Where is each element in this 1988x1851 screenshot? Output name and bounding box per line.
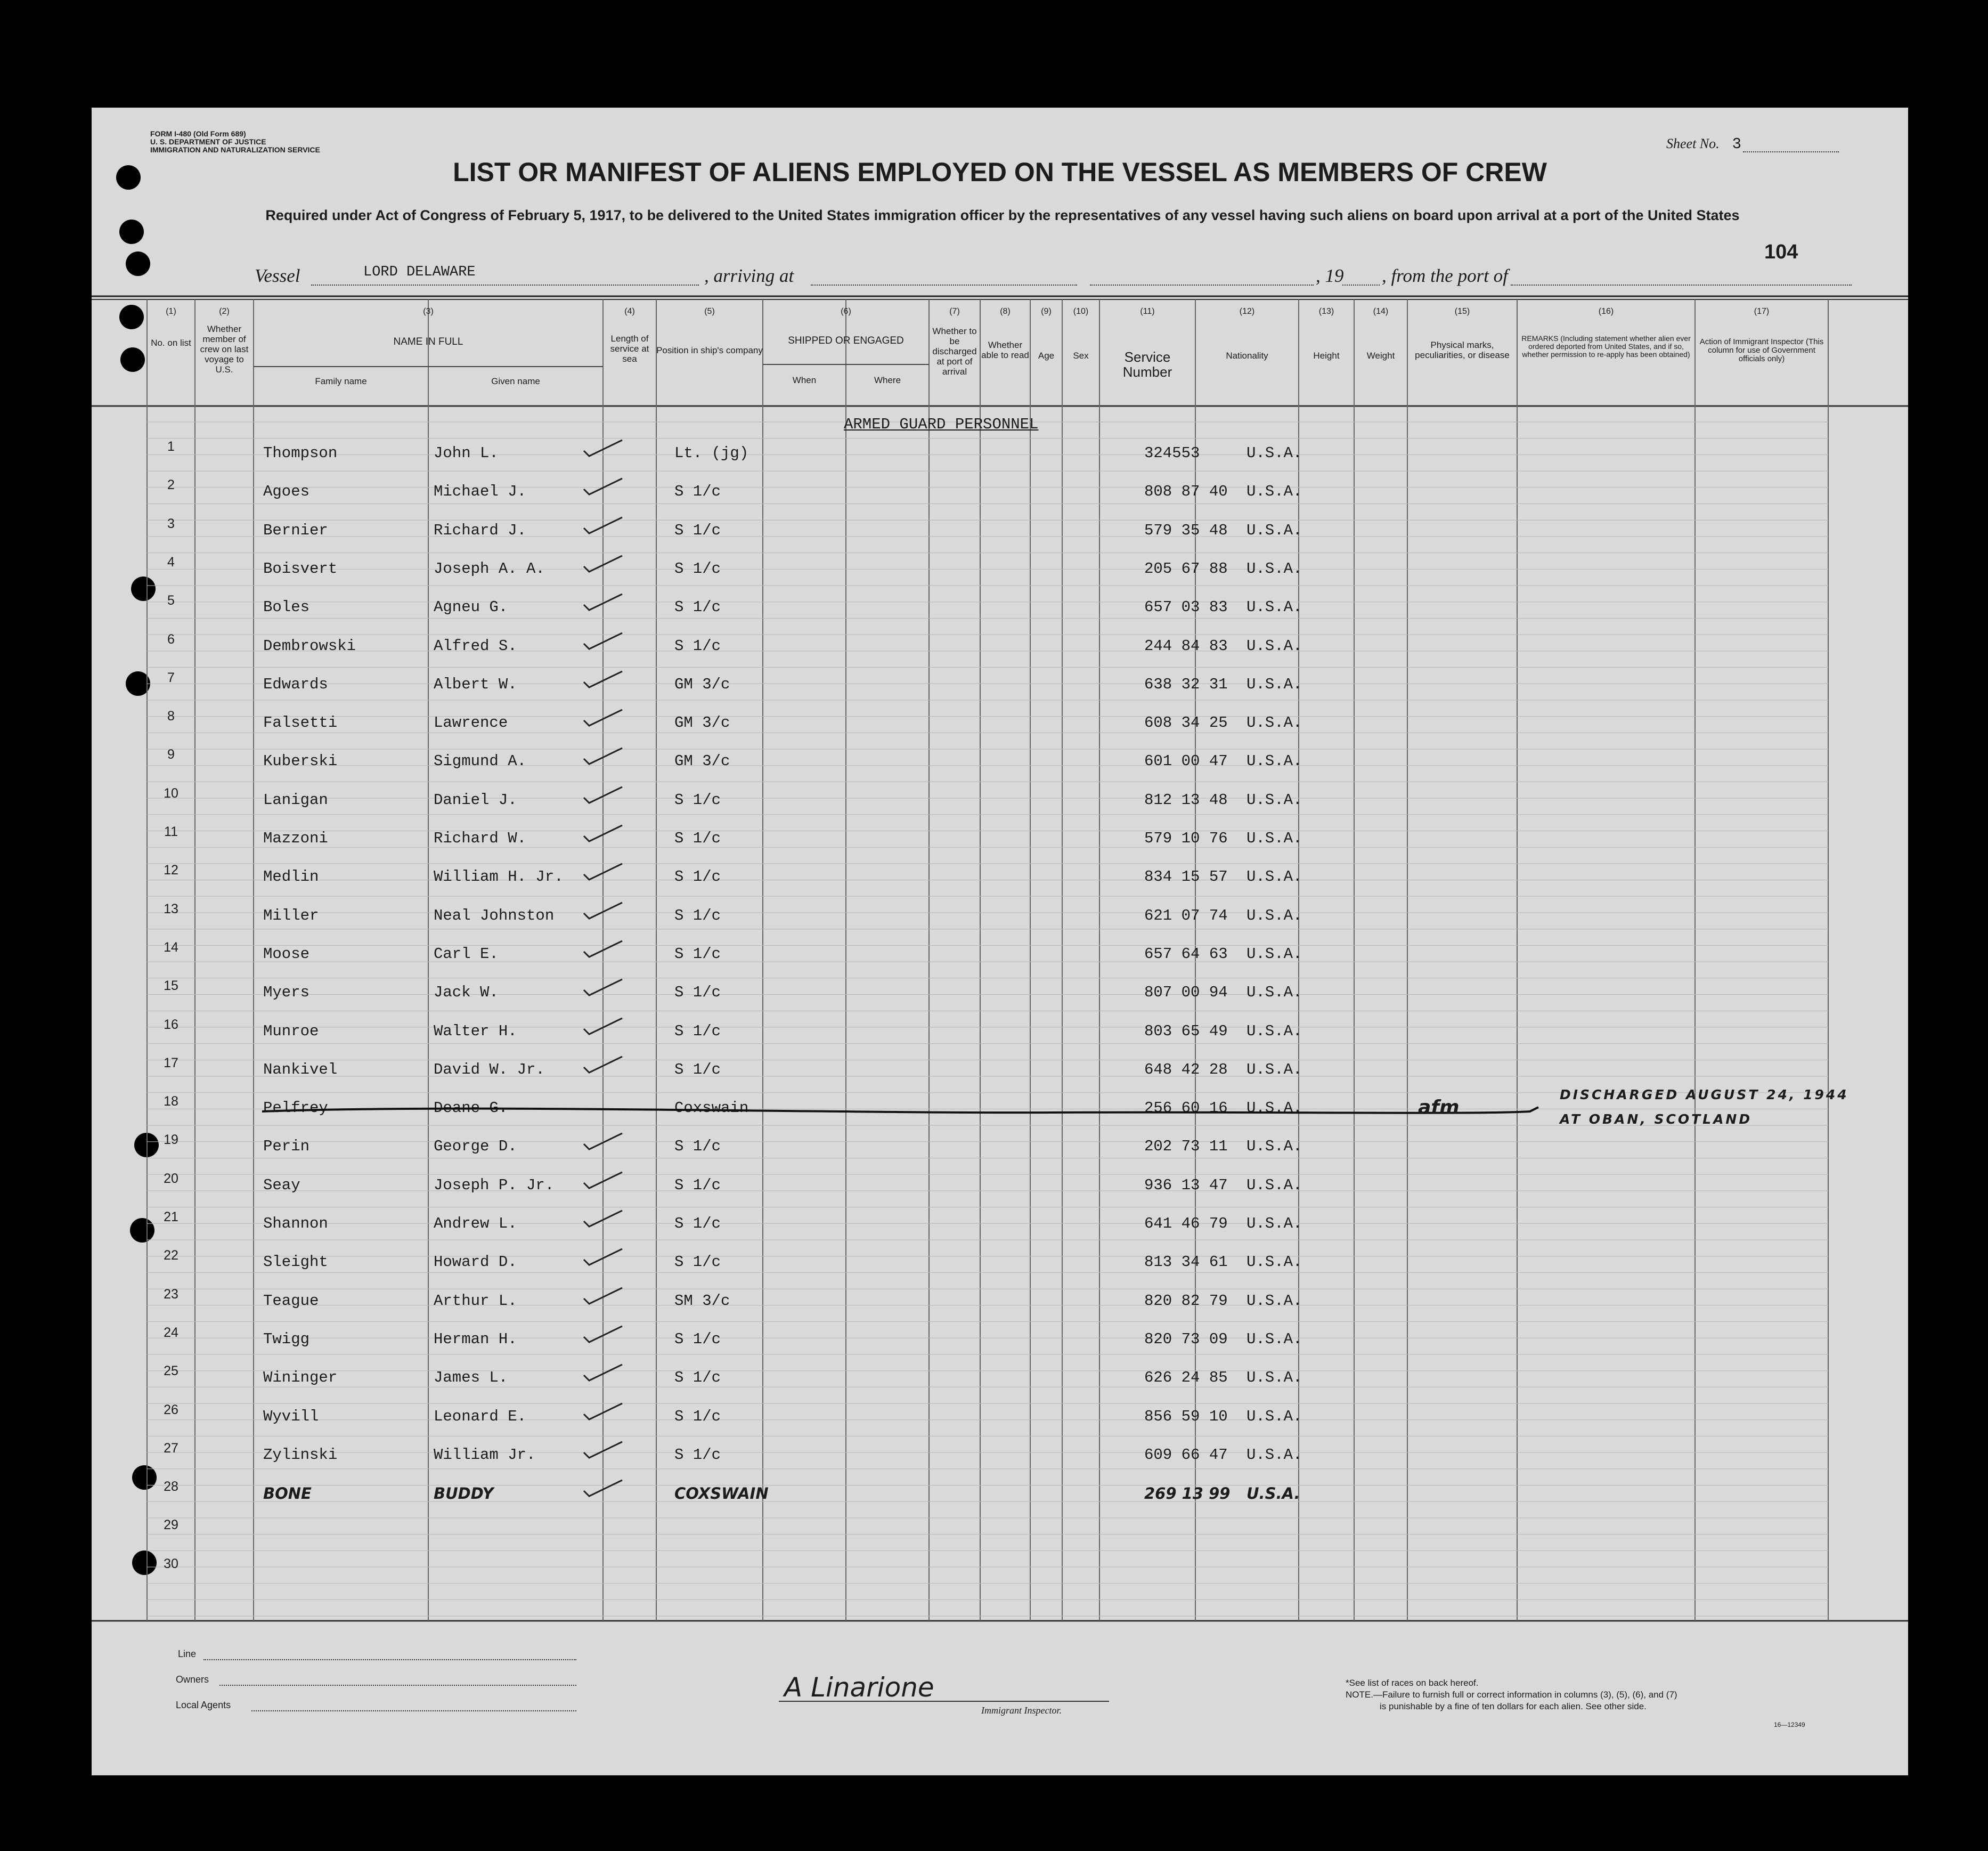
year-label: , 19 bbox=[1316, 265, 1344, 286]
position: GM 3/c bbox=[674, 675, 730, 693]
column-number: (3) bbox=[423, 307, 434, 316]
family-name: Boisvert bbox=[263, 559, 338, 578]
column-header: Position in ship's company bbox=[656, 345, 763, 355]
service-number: 820 82 79 bbox=[1144, 1292, 1228, 1310]
column-number: (5) bbox=[704, 307, 715, 316]
row-number: 12 bbox=[164, 863, 178, 878]
given-name: Howard D. bbox=[434, 1253, 517, 1271]
family-name: Wininger bbox=[263, 1369, 338, 1387]
vessel-name: LORD DELAWARE bbox=[363, 264, 476, 280]
given-name: Joseph A. A. bbox=[434, 559, 545, 578]
position: Lt. (jg) bbox=[674, 444, 749, 462]
family-name: Shannon bbox=[263, 1215, 328, 1232]
service-number: 657 03 83 bbox=[1144, 598, 1228, 616]
service-number: 202 73 11 bbox=[1144, 1138, 1228, 1156]
row-number: 18 bbox=[164, 1094, 178, 1109]
nationality: U.S.A. bbox=[1246, 1138, 1302, 1156]
row-number: 25 bbox=[164, 1363, 178, 1379]
given-name: BUDDY bbox=[434, 1484, 494, 1503]
nationality: U.S.A. bbox=[1246, 559, 1302, 578]
position: GM 3/c bbox=[674, 714, 730, 732]
column-number: (9) bbox=[1041, 307, 1052, 316]
family-name: Dembrowski bbox=[263, 637, 356, 655]
nationality: U.S.A. bbox=[1246, 1407, 1302, 1425]
column-number: (8) bbox=[1000, 307, 1011, 316]
line-label: Line bbox=[178, 1649, 197, 1659]
nationality: U.S.A. bbox=[1246, 1060, 1302, 1078]
position: Coxswain bbox=[674, 1099, 749, 1117]
nationality: U.S.A. bbox=[1246, 1176, 1302, 1194]
position: S 1/c bbox=[674, 868, 721, 886]
service-number: 608 34 25 bbox=[1144, 714, 1228, 732]
given-name: John L. bbox=[434, 444, 499, 462]
row-number: 3 bbox=[167, 516, 175, 531]
column-header: Action of Immigrant Inspector (This column for use of Government officials only) bbox=[1699, 337, 1824, 363]
nationality: U.S.A. bbox=[1246, 830, 1302, 847]
family-name: Wyvill bbox=[263, 1407, 319, 1425]
position: S 1/c bbox=[674, 1330, 721, 1348]
family-name: Twigg bbox=[263, 1330, 310, 1348]
position: S 1/c bbox=[674, 1369, 721, 1387]
column-subheader: Where bbox=[874, 375, 901, 385]
service-number: 813 34 61 bbox=[1144, 1253, 1228, 1271]
manifest-sheet bbox=[92, 108, 1908, 1775]
given-name: Neal Johnston bbox=[434, 906, 555, 924]
nationality: U.S.A. bbox=[1246, 1215, 1302, 1232]
family-name: Nankivel bbox=[263, 1060, 338, 1078]
service-number: 621 07 74 bbox=[1144, 906, 1228, 924]
position: S 1/c bbox=[674, 483, 721, 501]
position: COXSWAIN bbox=[674, 1484, 769, 1503]
service-number: 807 00 94 bbox=[1144, 984, 1228, 1002]
column-number: (4) bbox=[624, 307, 635, 316]
print-code: 16—12349 bbox=[1774, 1721, 1805, 1728]
position: S 1/c bbox=[674, 559, 721, 578]
row-number: 15 bbox=[164, 978, 178, 994]
owners-label: Owners bbox=[176, 1674, 209, 1685]
service-number: 609 66 47 bbox=[1144, 1446, 1228, 1464]
position: GM 3/c bbox=[674, 752, 730, 770]
column-header: Height bbox=[1313, 351, 1340, 361]
nationality: U.S.A. bbox=[1246, 1022, 1302, 1040]
nationality: U.S.A. bbox=[1246, 1099, 1302, 1117]
nationality: U.S.A. bbox=[1246, 868, 1302, 886]
nationality: U.S.A. bbox=[1246, 1369, 1302, 1387]
row-number: 27 bbox=[164, 1440, 178, 1456]
position: S 1/c bbox=[674, 906, 721, 924]
column-number: (12) bbox=[1239, 307, 1255, 316]
page-stamp-number: 104 bbox=[1764, 241, 1798, 263]
page-subtitle: Required under Act of Congress of February 5, 1917, to be delivered to the United States immigration officer by the representatives of any vessel having such aliens on board upon arrival at a port of the United States bbox=[265, 207, 1740, 223]
sheet-number: Sheet No. 3 bbox=[1666, 135, 1742, 153]
nationality: U.S.A. bbox=[1246, 444, 1302, 462]
column-header: Nationality bbox=[1226, 351, 1268, 361]
row-number: 7 bbox=[167, 670, 175, 685]
service-number: 244 84 83 bbox=[1144, 637, 1228, 655]
given-name: Jack W. bbox=[434, 984, 499, 1002]
position: S 1/c bbox=[674, 1253, 721, 1271]
row-number: 28 bbox=[164, 1479, 178, 1495]
row-number: 1 bbox=[167, 439, 175, 454]
given-name: Agneu G. bbox=[434, 598, 508, 616]
service-number: 834 15 57 bbox=[1144, 868, 1228, 886]
section-heading: ARMED GUARD PERSONNEL bbox=[844, 416, 1039, 433]
column-subheader: Given name bbox=[491, 376, 540, 386]
column-header: Whether able to read bbox=[981, 340, 1029, 360]
family-name: Lanigan bbox=[263, 791, 328, 809]
column-header: Physical marks, peculiarities, or disease bbox=[1415, 340, 1510, 360]
service-number: 803 65 49 bbox=[1144, 1022, 1228, 1040]
given-name: Joseph P. Jr. bbox=[434, 1176, 555, 1194]
nationality: U.S.A. bbox=[1246, 1330, 1302, 1348]
column-header: Sex bbox=[1073, 351, 1089, 361]
row-number: 11 bbox=[164, 824, 178, 839]
given-name: James L. bbox=[434, 1369, 508, 1387]
row-number: 2 bbox=[167, 477, 175, 493]
row-number: 26 bbox=[164, 1402, 178, 1417]
row-number: 9 bbox=[167, 747, 175, 762]
column-number: (13) bbox=[1318, 307, 1334, 316]
column-header: Service Number bbox=[1122, 349, 1172, 380]
position: S 1/c bbox=[674, 637, 721, 655]
nationality: U.S.A. bbox=[1246, 483, 1302, 501]
nationality: U.S.A. bbox=[1246, 714, 1302, 732]
service-number: 638 32 31 bbox=[1144, 675, 1228, 693]
family-name: Zylinski bbox=[263, 1446, 338, 1464]
service-number: 256 60 16 bbox=[1144, 1099, 1228, 1117]
family-name: BONE bbox=[263, 1484, 312, 1503]
family-name: Seay bbox=[263, 1176, 300, 1194]
family-name: Falsetti bbox=[263, 714, 338, 732]
inspector-initials: afm bbox=[1418, 1097, 1460, 1118]
nationality: U.S.A. bbox=[1246, 1292, 1302, 1310]
column-header: SHIPPED OR ENGAGED bbox=[788, 335, 904, 346]
column-header: REMARKS (Including statement whether alien ever ordered deported from United States, and if so, whether permission to re-apply has been obtained) bbox=[1521, 334, 1691, 359]
local-agents-label: Local Agents bbox=[176, 1700, 231, 1710]
family-name: Pelfrey bbox=[263, 1099, 328, 1117]
service-number: 648 42 28 bbox=[1144, 1060, 1228, 1078]
nationality: U.S.A. bbox=[1246, 1253, 1302, 1271]
given-name: William H. Jr. bbox=[434, 868, 564, 886]
family-name: Moose bbox=[263, 945, 310, 963]
family-name: Agoes bbox=[263, 483, 310, 501]
vessel-label: Vessel bbox=[255, 265, 300, 286]
nationality: U.S.A. bbox=[1246, 1484, 1300, 1503]
family-name: Perin bbox=[263, 1138, 310, 1156]
column-header: Age bbox=[1038, 351, 1055, 361]
column-number: (7) bbox=[949, 307, 960, 316]
row-number: 21 bbox=[164, 1209, 178, 1224]
row-number: 4 bbox=[167, 554, 175, 570]
service-number: 820 73 09 bbox=[1144, 1330, 1228, 1348]
given-name: Carl E. bbox=[434, 945, 499, 963]
nationality: U.S.A. bbox=[1246, 675, 1302, 693]
family-name: Munroe bbox=[263, 1022, 319, 1040]
row-number: 14 bbox=[164, 939, 178, 955]
family-name: Teague bbox=[263, 1292, 319, 1310]
given-name: David W. Jr. bbox=[434, 1060, 545, 1078]
family-name: Medlin bbox=[263, 868, 319, 886]
column-header: No. on list bbox=[151, 338, 191, 348]
given-name: George D. bbox=[434, 1138, 517, 1156]
given-name: Sigmund A. bbox=[434, 752, 527, 770]
family-name: Sleight bbox=[263, 1253, 328, 1271]
inspector-label: Immigrant Inspector. bbox=[981, 1705, 1062, 1716]
given-name: Daniel J. bbox=[434, 791, 517, 809]
service-number: 269 13 99 bbox=[1144, 1484, 1231, 1503]
family-name: Kuberski bbox=[263, 752, 338, 770]
service-number: 579 10 76 bbox=[1144, 830, 1228, 847]
row-number: 24 bbox=[164, 1325, 178, 1340]
position: S 1/c bbox=[674, 1022, 721, 1040]
service-number: 205 67 88 bbox=[1144, 559, 1228, 578]
service-number: 324553 bbox=[1144, 444, 1200, 462]
nationality: U.S.A. bbox=[1246, 984, 1302, 1002]
family-name: Miller bbox=[263, 906, 319, 924]
given-name: Michael J. bbox=[434, 483, 527, 501]
row-number: 20 bbox=[164, 1171, 178, 1186]
row-number: 17 bbox=[164, 1055, 178, 1070]
column-number: (6) bbox=[841, 307, 851, 316]
service-number: 856 59 10 bbox=[1144, 1407, 1228, 1425]
arriving-label: , arriving at bbox=[704, 265, 794, 286]
column-header: Whether to be discharged at port of arrival bbox=[932, 326, 977, 377]
discharge-remark: DISCHARGED AUGUST 24, 1944 AT OBAN, SCOTLAND bbox=[1560, 1087, 1849, 1127]
nationality: U.S.A. bbox=[1246, 1446, 1302, 1464]
position: S 1/c bbox=[674, 598, 721, 616]
page-title: LIST OR MANIFEST OF ALIENS EMPLOYED ON THE VESSEL AS MEMBERS OF CREW bbox=[453, 157, 1547, 187]
column-header: NAME IN FULL bbox=[393, 336, 463, 347]
family-name: Boles bbox=[263, 598, 310, 616]
family-name: Mazzoni bbox=[263, 830, 328, 847]
service-number: 808 87 40 bbox=[1144, 483, 1228, 501]
position: S 1/c bbox=[674, 1215, 721, 1232]
service-number: 812 13 48 bbox=[1144, 791, 1228, 809]
row-number: 22 bbox=[164, 1248, 178, 1263]
column-number: (1) bbox=[166, 307, 176, 316]
column-header: Length of service at sea bbox=[610, 334, 649, 364]
column-header: Weight bbox=[1366, 351, 1395, 361]
position: SM 3/c bbox=[674, 1292, 730, 1310]
position: S 1/c bbox=[674, 1138, 721, 1156]
position: S 1/c bbox=[674, 1176, 721, 1194]
given-name: Richard J. bbox=[434, 521, 527, 539]
column-number: (11) bbox=[1140, 307, 1155, 316]
row-number: 29 bbox=[164, 1517, 178, 1533]
nationality: U.S.A. bbox=[1246, 945, 1302, 963]
given-name: Alfred S. bbox=[434, 637, 517, 655]
row-number: 30 bbox=[164, 1556, 178, 1571]
column-number: (15) bbox=[1454, 307, 1470, 316]
service-number: 641 46 79 bbox=[1144, 1215, 1228, 1232]
position: S 1/c bbox=[674, 945, 721, 963]
column-subheader: Family name bbox=[315, 376, 367, 386]
family-name: Thompson bbox=[263, 444, 338, 462]
row-number: 6 bbox=[167, 631, 175, 647]
given-name: Albert W. bbox=[434, 675, 517, 693]
from-port-label: , from the port of bbox=[1382, 265, 1508, 286]
nationality: U.S.A. bbox=[1246, 906, 1302, 924]
column-number: (2) bbox=[219, 307, 230, 316]
position: S 1/c bbox=[674, 984, 721, 1002]
given-name: William Jr. bbox=[434, 1446, 536, 1464]
family-name: Myers bbox=[263, 984, 310, 1002]
row-number: 10 bbox=[164, 785, 178, 801]
family-name: Edwards bbox=[263, 675, 328, 693]
given-name: Leonard E. bbox=[434, 1407, 527, 1425]
service-number: 579 35 48 bbox=[1144, 521, 1228, 539]
nationality: U.S.A. bbox=[1246, 521, 1302, 539]
nationality: U.S.A. bbox=[1246, 791, 1302, 809]
column-subheader: When bbox=[792, 375, 817, 385]
given-name: Herman H. bbox=[434, 1330, 517, 1348]
service-number: 657 64 63 bbox=[1144, 945, 1228, 963]
position: S 1/c bbox=[674, 791, 721, 809]
row-number: 8 bbox=[167, 709, 175, 724]
given-name: Deane G. bbox=[434, 1099, 508, 1117]
row-number: 5 bbox=[167, 593, 175, 608]
column-number: (10) bbox=[1073, 307, 1089, 316]
given-name: Walter H. bbox=[434, 1022, 517, 1040]
position: S 1/c bbox=[674, 1446, 721, 1464]
service-number: 601 00 47 bbox=[1144, 752, 1228, 770]
nationality: U.S.A. bbox=[1246, 598, 1302, 616]
column-number: (17) bbox=[1754, 307, 1770, 316]
position: S 1/c bbox=[674, 1407, 721, 1425]
row-number: 13 bbox=[164, 901, 178, 916]
given-name: Lawrence bbox=[434, 714, 508, 732]
column-number: (16) bbox=[1598, 307, 1614, 316]
form-identifier: FORM I-480 (Old Form 689) U. S. DEPARTMENT OF JUSTICE IMMIGRATION AND NATURALIZATION SERVICE bbox=[150, 129, 320, 154]
column-header: Whether member of crew on last voyage to U.S. bbox=[200, 324, 249, 375]
service-number: 626 24 85 bbox=[1144, 1369, 1228, 1387]
service-number: 936 13 47 bbox=[1144, 1176, 1228, 1194]
given-name: Richard W. bbox=[434, 830, 527, 847]
position: S 1/c bbox=[674, 521, 721, 539]
family-name: Bernier bbox=[263, 521, 328, 539]
column-number: (14) bbox=[1373, 307, 1389, 316]
strike-through-line bbox=[92, 108, 1908, 1775]
nationality: U.S.A. bbox=[1246, 637, 1302, 655]
given-name: Arthur L. bbox=[434, 1292, 517, 1310]
row-number: 19 bbox=[164, 1132, 178, 1148]
inspector-signature: A Linarione bbox=[784, 1672, 934, 1703]
row-number: 23 bbox=[164, 1286, 178, 1302]
nationality: U.S.A. bbox=[1246, 752, 1302, 770]
row-number: 16 bbox=[164, 1017, 178, 1032]
footnote: *See list of races on back hereof. NOTE.—Failure to furnish full or correct information in columns (3), (5), (6), and (7) is punishable by a fine of ten dollars for each alien. See other side. bbox=[1346, 1678, 1677, 1711]
position: S 1/c bbox=[674, 1060, 721, 1078]
given-name: Andrew L. bbox=[434, 1215, 517, 1232]
position: S 1/c bbox=[674, 830, 721, 847]
